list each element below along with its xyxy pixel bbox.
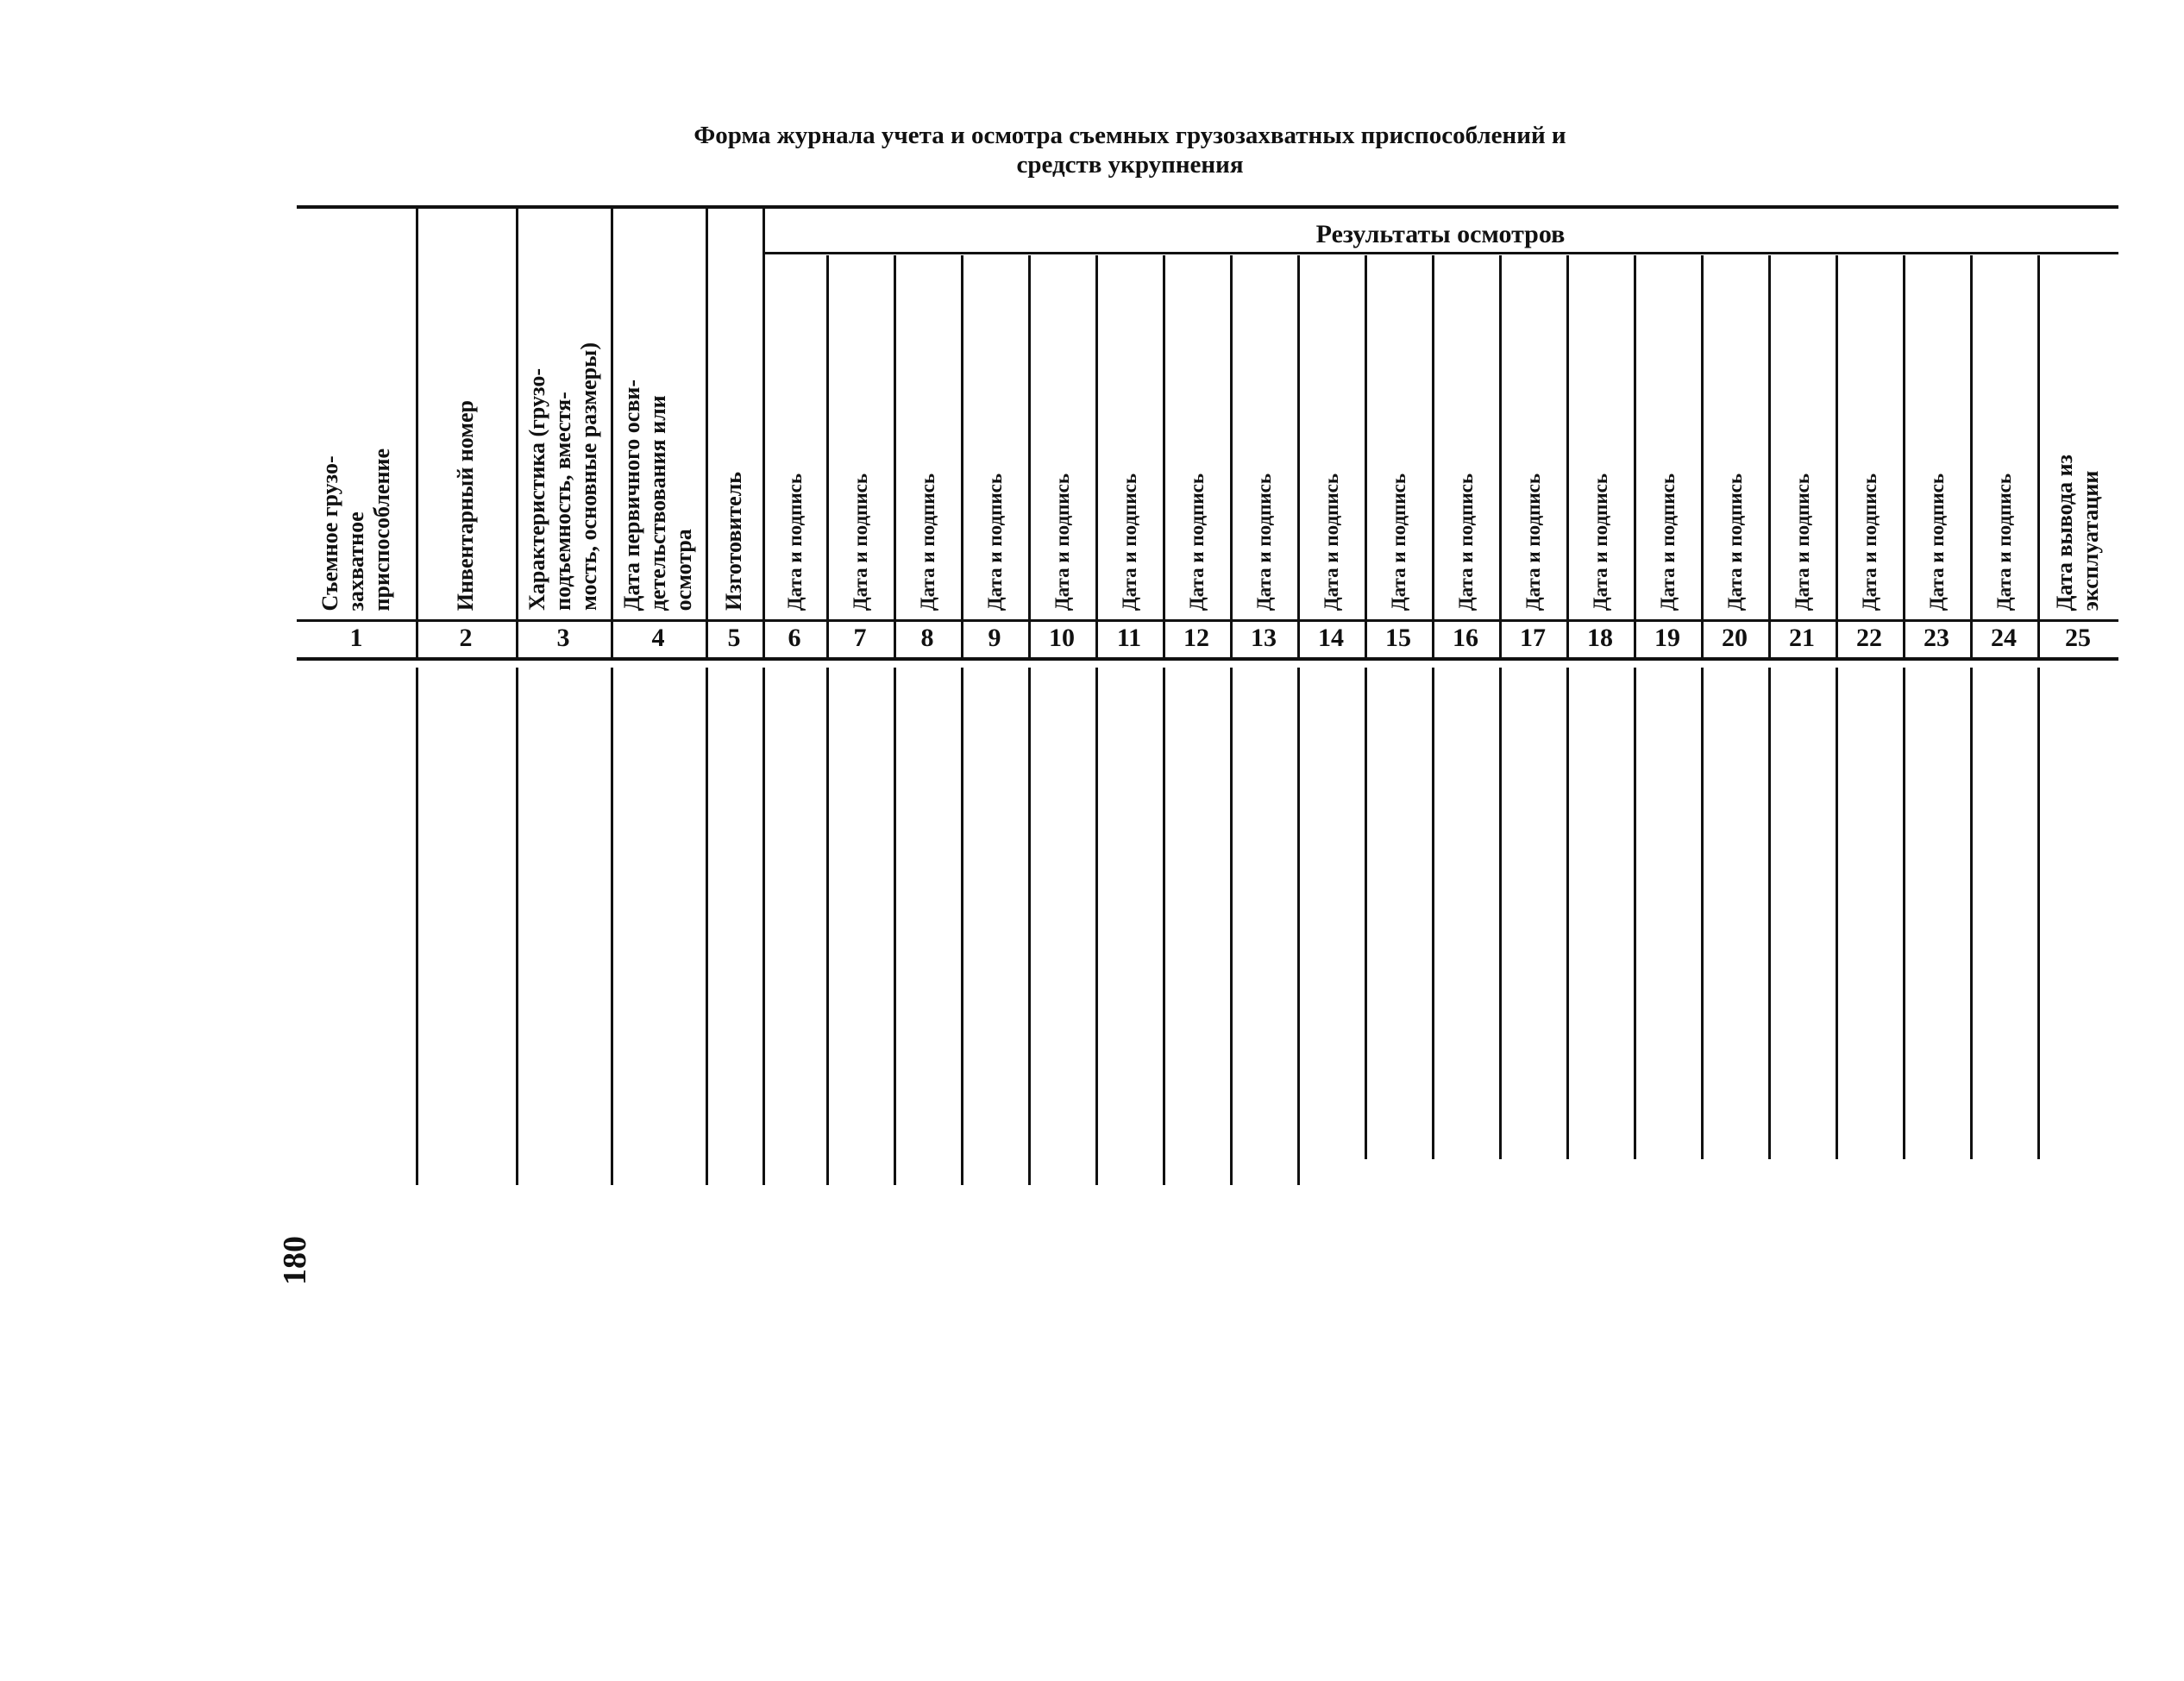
column-divider bbox=[1095, 255, 1098, 657]
inspection-log-table bbox=[297, 205, 2118, 1206]
column-divider bbox=[1365, 255, 1367, 657]
column-header-22: Дата и подпись bbox=[1858, 473, 1880, 611]
column-divider bbox=[826, 255, 829, 657]
column-number-7: 7 bbox=[853, 624, 867, 652]
form-title-line-1: Форма журнала учета и осмотра съемных грузозахватных приспособлений и bbox=[693, 122, 1566, 149]
column-header-17: Дата и подпись bbox=[1522, 473, 1544, 611]
column-header-9: Дата и подпись bbox=[983, 473, 1006, 611]
column-header-2: Инвентарный номер bbox=[453, 399, 478, 611]
column-number-13: 13 bbox=[1251, 624, 1277, 652]
body-column-divider bbox=[894, 668, 896, 1185]
column-number-12: 12 bbox=[1183, 624, 1209, 652]
body-column-divider bbox=[706, 668, 708, 1185]
column-header-20: Дата и подпись bbox=[1723, 473, 1746, 611]
numbers-bottom-rule bbox=[297, 657, 2118, 661]
column-header-4: Дата первичного осви- детельствования или осмотра bbox=[619, 379, 696, 611]
body-column-divider bbox=[763, 668, 765, 1185]
column-header-11: Дата и подпись bbox=[1118, 473, 1140, 611]
column-header-16: Дата и подпись bbox=[1454, 473, 1477, 611]
column-divider bbox=[516, 209, 518, 657]
body-column-divider bbox=[826, 668, 829, 1185]
body-column-divider bbox=[1095, 668, 1098, 1185]
column-divider bbox=[1499, 255, 1502, 657]
body-column-divider bbox=[1768, 668, 1771, 1159]
column-header-24: Дата и подпись bbox=[1993, 473, 2015, 611]
body-column-divider bbox=[416, 668, 418, 1185]
column-divider bbox=[1634, 255, 1636, 657]
column-header-1: Съемное грузо- захватное приспособление bbox=[317, 448, 394, 611]
column-divider bbox=[1297, 255, 1300, 657]
column-divider bbox=[894, 255, 896, 657]
column-number-20: 20 bbox=[1722, 624, 1748, 652]
column-divider bbox=[1028, 255, 1031, 657]
body-column-divider bbox=[1903, 668, 1905, 1159]
column-header-10: Дата и подпись bbox=[1051, 473, 1073, 611]
page-number: 180 bbox=[277, 1236, 313, 1285]
column-header-8: Дата и подпись bbox=[916, 473, 938, 611]
column-number-5: 5 bbox=[727, 624, 741, 652]
body-column-divider bbox=[1432, 668, 1434, 1159]
column-number-25: 25 bbox=[2065, 624, 2091, 652]
body-column-divider bbox=[2037, 668, 2040, 1159]
column-header-19: Дата и подпись bbox=[1656, 473, 1679, 611]
column-divider bbox=[416, 209, 418, 657]
column-number-6: 6 bbox=[788, 624, 801, 652]
column-divider bbox=[1432, 255, 1434, 657]
column-divider bbox=[1230, 255, 1233, 657]
body-column-divider bbox=[1836, 668, 1838, 1159]
column-divider bbox=[1566, 255, 1569, 657]
column-number-3: 3 bbox=[556, 624, 570, 652]
body-column-divider bbox=[611, 668, 613, 1185]
form-title bbox=[483, 121, 1777, 179]
column-divider bbox=[1701, 255, 1704, 657]
column-divider bbox=[1163, 255, 1165, 657]
column-number-8: 8 bbox=[920, 624, 934, 652]
body-column-divider bbox=[1230, 668, 1233, 1185]
body-column-divider bbox=[1297, 668, 1300, 1185]
column-header-21: Дата и подпись bbox=[1791, 473, 1813, 611]
body-column-divider bbox=[1365, 668, 1367, 1159]
column-header-23: Дата и подпись bbox=[1925, 473, 1948, 611]
body-column-divider bbox=[1701, 668, 1704, 1159]
header-bottom-rule bbox=[297, 619, 2118, 622]
column-divider bbox=[763, 209, 765, 657]
column-number-16: 16 bbox=[1453, 624, 1478, 652]
column-number-14: 14 bbox=[1318, 624, 1344, 652]
column-number-17: 17 bbox=[1520, 624, 1546, 652]
column-number-4: 4 bbox=[651, 624, 665, 652]
body-column-divider bbox=[1499, 668, 1502, 1159]
column-header-6: Дата и подпись bbox=[783, 473, 806, 611]
column-divider bbox=[1836, 255, 1838, 657]
column-header-25: Дата вывода из эксплуатации bbox=[2052, 454, 2103, 611]
body-column-divider bbox=[1566, 668, 1569, 1159]
table-top-rule bbox=[297, 205, 2118, 209]
column-number-2: 2 bbox=[459, 624, 473, 652]
column-divider bbox=[1970, 255, 1973, 657]
column-number-11: 11 bbox=[1116, 624, 1142, 652]
column-header-13: Дата и подпись bbox=[1252, 473, 1275, 611]
column-number-15: 15 bbox=[1385, 624, 1411, 652]
body-column-divider bbox=[1634, 668, 1636, 1159]
column-number-24: 24 bbox=[1991, 624, 2017, 652]
body-column-divider bbox=[961, 668, 963, 1185]
column-header-15: Дата и подпись bbox=[1387, 473, 1409, 611]
column-header-14: Дата и подпись bbox=[1320, 473, 1342, 611]
group-header-rule bbox=[763, 252, 2118, 254]
column-header-7: Дата и подпись bbox=[849, 473, 871, 611]
column-header-5: Изготовитель bbox=[721, 472, 746, 611]
column-header-18: Дата и подпись bbox=[1589, 473, 1611, 611]
column-number-10: 10 bbox=[1049, 624, 1075, 652]
column-header-12: Дата и подпись bbox=[1185, 473, 1208, 611]
column-number-21: 21 bbox=[1789, 624, 1815, 652]
body-column-divider bbox=[1028, 668, 1031, 1185]
inspection-results-header: Результаты осмотров bbox=[1315, 220, 1566, 248]
body-column-divider bbox=[1163, 668, 1165, 1185]
column-divider bbox=[961, 255, 963, 657]
column-divider bbox=[1768, 255, 1771, 657]
column-number-18: 18 bbox=[1587, 624, 1613, 652]
column-number-1: 1 bbox=[349, 624, 363, 652]
column-divider bbox=[706, 209, 708, 657]
column-divider bbox=[1903, 255, 1905, 657]
body-column-divider bbox=[1970, 668, 1973, 1159]
column-number-19: 19 bbox=[1654, 624, 1680, 652]
column-divider bbox=[611, 209, 613, 657]
form-title-line-2: средств укрупнения bbox=[1016, 151, 1244, 179]
column-number-22: 22 bbox=[1856, 624, 1882, 652]
column-divider bbox=[2037, 255, 2040, 657]
column-number-9: 9 bbox=[988, 624, 1001, 652]
column-number-23: 23 bbox=[1924, 624, 1949, 652]
body-column-divider bbox=[516, 668, 518, 1185]
column-header-3: Характеристика (грузо- подъемность, вместя- мость, основные размеры) bbox=[524, 342, 601, 611]
